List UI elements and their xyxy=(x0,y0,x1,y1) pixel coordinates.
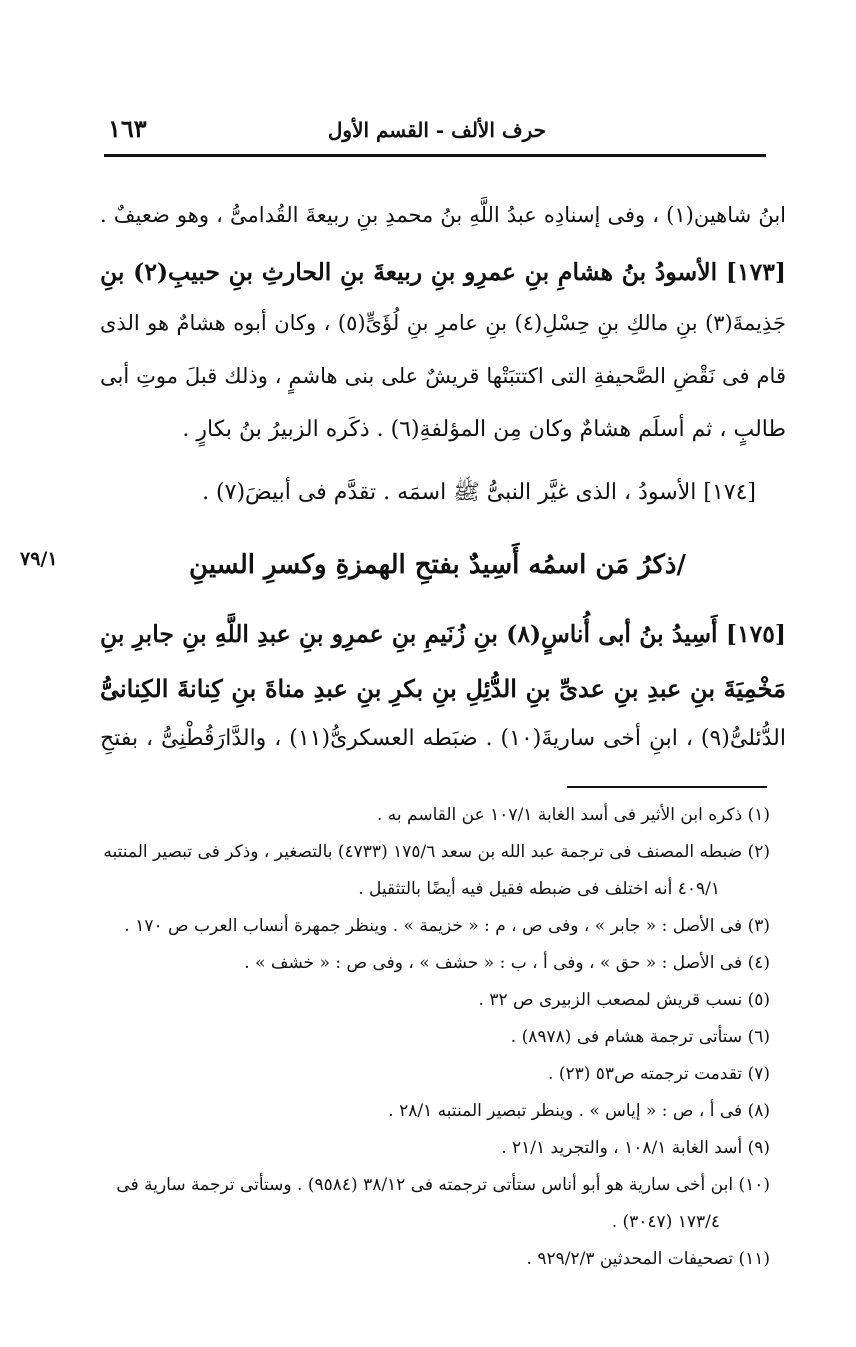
running-header-title: حرف الألف - القسم الأول xyxy=(327,118,546,142)
footnote-6: (٦) ستأتى ترجمة هشام فى (٨٩٧٨) . xyxy=(510,1027,770,1047)
entry-173-line-2: جَذِيمةَ(٣) بنِ مالكِ بنِ حِسْلِ(٤) بنِ عامرِ بنِ لُؤَىٍّ(٥) ، وكان أبوه هشامٌ هو الذى xyxy=(100,311,786,335)
body-line-1: ابنُ شاهين(١) ، وفى إسنادِه عبدُ اللَّهِ بنُ محمدِ بنِ ربيعةَ القُدامىُّ ، وهو ضعيفٌ . xyxy=(100,203,786,227)
entry-174-line: [١٧٤] الأسودُ ، الذى غيَّر النبىُّ ﷺ اسمَه . تقدَّم فى أبيضَ(٧) . xyxy=(202,480,756,505)
margin-note: ٧٩/١ xyxy=(20,548,58,570)
entry-173-line-3: قام فى نَقْضِ الصَّحيفةِ التى اكتتبَتْها قريشٌ على بنى هاشمٍ ، وذلك قبلَ موتِ أبى xyxy=(100,364,786,388)
footnote-3: (٣) فى الأصل : « جابر » ، وفى ص ، م : « خزيمة » . وينظر جمهرة أنساب العرب ص ١٧٠ . xyxy=(124,916,770,936)
footnote-8: (٨) فى أ ، ص : « إياس » . وينظر تبصير المنتبه ٢٨/١ . xyxy=(388,1101,770,1121)
footnote-7: (٧) تقدمت ترجمته ص٥٣ (٢٣) . xyxy=(548,1064,770,1084)
entry-173-line-4: طالبٍ ، ثم أسلَم هشامٌ وكان مِن المؤلفةِ(٦) . ذكَره الزبيرُ بنُ بكارٍ . xyxy=(182,417,786,442)
footnote-11: (١١) تصحيفات المحدثين ٩٢٩/٢/٣ . xyxy=(526,1249,770,1269)
entry-175-line-1: [١٧٥] أَسِيدُ بنُ أبى أُناسٍ(٨) بنِ زُنَيمِ بنِ عمرِو بنِ عبدِ اللَّهِ بنِ جابرِ بنِ xyxy=(100,620,786,648)
footnote-4: (٤) فى الأصل : « حق » ، وفى أ ، ب : « حشف » ، وفى ص : « خشف » . xyxy=(244,953,770,973)
footnote-10: (١٠) ابن أخى سارية هو أبو أناس ستأتى ترجمته فى ٣٨/١٢ (٩٥٨٤) . وستأتى ترجمة سارية فى xyxy=(116,1175,770,1195)
header-divider xyxy=(104,154,766,157)
section-heading: /ذكرُ مَن اسمُه أَسِيدٌ بفتحِ الهمزةِ وكسرِ السينِ xyxy=(189,550,686,580)
footnote-2: (٢) ضبطه المصنف فى ترجمة عبد الله بن سعد ١٧٥/٦ (٤٧٣٣) بالتصغير ، وذكر فى تبصير المنتبه xyxy=(103,842,770,862)
footnote-5: (٥) نسب قريش لمصعب الزبيرى ص ٣٢ . xyxy=(478,990,770,1010)
footnote-10-cont: ١٧٣/٤ (٣٠٤٧) . xyxy=(611,1212,720,1232)
entry-175-line-3: الدُّئلىُّ(٩) ، ابنِ أخى ساريةَ(١٠) . ضبَطه العسكرىُّ(١١) ، والدَّارَقُطْنِىُّ ، بفتحِ xyxy=(100,726,786,751)
page-number: ١٦٣ xyxy=(108,114,147,143)
footnote-9: (٩) أسد الغابة ١٠٨/١ ، والتجريد ٢١/١ . xyxy=(501,1138,770,1158)
footnote-divider xyxy=(567,786,767,788)
footnote-2-cont: ٤٠٩/١ أنه اختلف فى ضبطه فقيل فيه أيضًا بالتثقيل . xyxy=(358,879,720,899)
footnote-1: (١) ذكره ابن الأثير فى أسد الغابة ١٠٧/١ عن القاسم به . xyxy=(376,805,770,825)
entry-175-line-2: مَخْمِيَةَ بنِ عبدِ بنِ عدىِّ بنِ الدُّئِلِ بنِ بكرِ بنِ عبدِ مناةَ بنِ كِنانةَ الكِنانىُّ xyxy=(100,674,786,703)
entry-173-line-1: [١٧٣] الأسودُ بنُ هشامِ بنِ عمرِو بنِ ربيعةَ بنِ الحارثِ بنِ حبيبِ(٢) بنِ xyxy=(100,258,786,286)
